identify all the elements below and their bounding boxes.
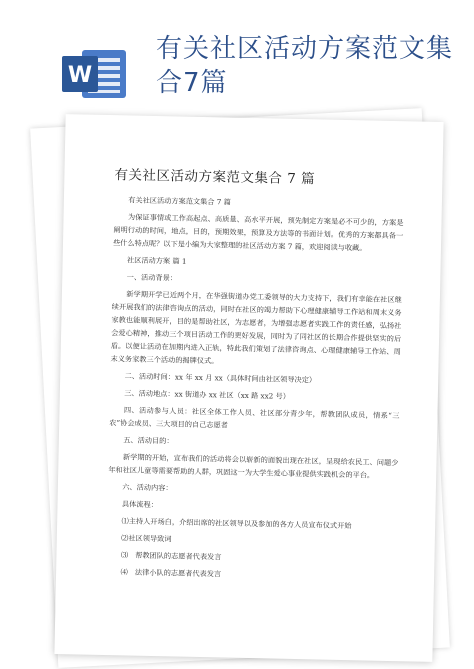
doc-section-heading: 社区活动方案 篇 1	[126, 255, 187, 266]
doc-paragraph: 为保证事情或工作高起点、高质量、高水平开展，预先制定方案是必不可少的，方案是阐明行动的时间，地点，目的，预期效果，预算及方法等的书面计划。优秀的方案都具备一些什么特点呢？以下是小编为大家整理的社区活动方案 7 篇，欢迎阅读与收藏。	[112, 212, 404, 253]
doc-paragraph: 四、活动参与人员：社区全体工作人员、社区部分青少年，帮教团队成员，情系“三农”协会成员、三大项目的自己志愿者	[109, 405, 400, 430]
doc-paragraph: ⑴主持人开场白，介绍出席的社区领导以及参加的各方人员宣布仪式开始	[121, 516, 352, 531]
svg-text:W: W	[67, 63, 93, 88]
doc-paragraph: 五、活动目的：	[123, 435, 174, 446]
document-page	[54, 114, 443, 662]
doc-paragraph: 新学期的开始，宣布我们的活动将会以崭新的面貌出现在社区，呈现给农民工、问题少年和社区儿童等需要帮助的人群，巩固这一为大学生爱心事业提供实践机会的平台。	[108, 452, 399, 480]
doc-paragraph: 一、活动背景：	[126, 272, 178, 283]
doc-paragraph: 三、活动地点：xx 街道办 xx 社区（xx 路 xx2 号）	[124, 388, 291, 401]
doc-paragraph: ⑵社区领导致词	[121, 533, 172, 544]
doc-paragraph: 有关社区活动方案范文集合 7 篇	[128, 195, 231, 207]
doc-paragraph: 新学期开学已近两个月，在华强街道办党工委领导的大力支持下，我们有幸能在社区继续开展我们的法律咨询点的活动，同时在社区的竭力帮助下心理健康辅导工作站和周末义务家教也能顺利展开，目的是帮助社区，为志愿者，为增强志愿者实践工作的责任感，弘扬社会爱心精神，推动三个项目活动工作的更好发展，同时为了同社区的长期合作提供坚实的后盾。以便让活动在加期内进入正轨，特此我们策划了法律咨询点、心理健康辅导工作站、周末义务家教三个活动的揭牌仪式。	[110, 289, 402, 366]
doc-paragraph: ⑷ 法律小队的志愿者代表发言	[120, 567, 222, 579]
document-body	[106, 163, 405, 588]
doc-paragraph: ⑶ 帮教团队的志愿者代表发言	[120, 550, 222, 562]
word-document-icon	[62, 48, 128, 100]
doc-paragraph: 六、活动内容：	[122, 482, 173, 493]
page-title: 有关社区活动方案范文集合7篇	[156, 34, 454, 98]
document-title: 有关社区活动方案范文集合 7 篇	[114, 167, 316, 188]
header	[0, 0, 474, 118]
doc-paragraph: 具体流程：	[121, 499, 158, 510]
doc-paragraph: 二、活动时间：xx 年 xx 月 xx（具体时间由社区领导决定）	[124, 371, 317, 385]
